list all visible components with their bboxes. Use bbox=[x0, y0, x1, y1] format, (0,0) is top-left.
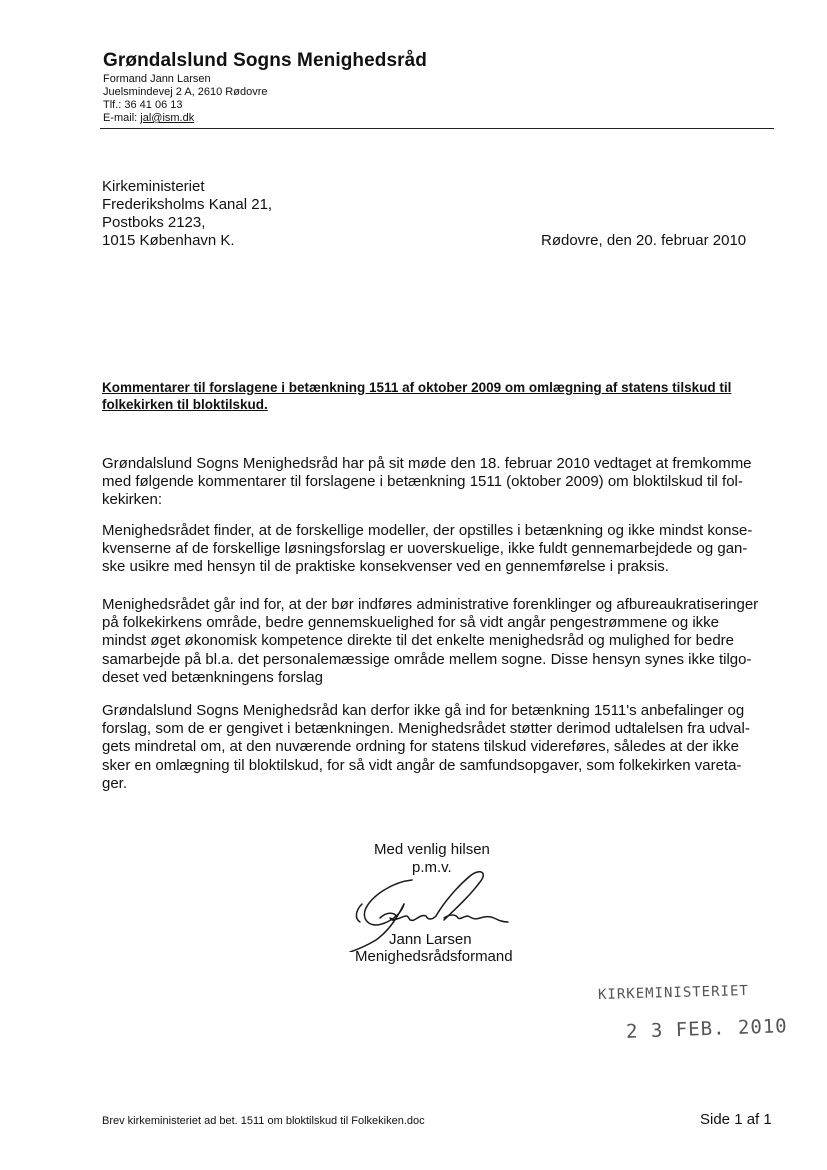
text-line: Menighedsrådet finder, at de forskellige modeller, der opstilles i betænkning og ikke mindst konse- bbox=[102, 522, 753, 539]
text-line: Grøndalslund Sogns Menighedsråd kan derfor ikke gå ind for betænkning 1511's anbefalinger og bbox=[102, 702, 745, 719]
text-line: ske usikre med hensyn til de praktiske konsekvenser ved en gennemførelse i praksis. bbox=[102, 558, 669, 576]
text-line: ger. bbox=[102, 774, 128, 792]
email-line bbox=[103, 112, 194, 125]
email-label: E-mail: bbox=[103, 112, 141, 124]
text-line: gets mindretal om, at den nuværende ordning for statens tilskud videreføres, således at der ikke bbox=[102, 738, 739, 756]
text-line: mindst øget økonomisk kompetence direkte til det enkelte menighedsråd og mulighed for bedre bbox=[102, 632, 734, 650]
recipient-line-3: Postboks 2123, bbox=[102, 214, 206, 231]
text-line: med følgende kommentarer til forslagene i betænkning 1511 (oktober 2009) om bloktilskud til fol- bbox=[102, 473, 743, 491]
footer-page-number: Side 1 af 1 bbox=[700, 1111, 772, 1128]
body-paragraph-2 bbox=[102, 522, 764, 577]
text-line: kvenserne af de forskellige løsningsforslag er uoverskuelige, ikke fuldt gennemarbejdede og gan- bbox=[102, 540, 748, 558]
received-stamp-org: KIRKEMINISTERIET bbox=[597, 983, 750, 1003]
recipient-line-2: Frederiksholms Kanal 21, bbox=[102, 196, 273, 213]
signer-title: Menighedsrådsformand bbox=[355, 948, 513, 965]
signer-name: Jann Larsen bbox=[389, 931, 472, 948]
recipient-line-1: Kirkeministeriet bbox=[102, 178, 205, 195]
text-line: Menighedsrådet går ind for, at der bør indføres administrative forenklinger og afbureaukratiseringer bbox=[102, 596, 759, 613]
received-stamp-date: 2 3 FEB. 2010 bbox=[625, 1015, 789, 1043]
text-line: Grøndalslund Sogns Menighedsråd har på sit møde den 18. februar 2010 vedtaget at fremkomme bbox=[102, 455, 752, 472]
organization-name: Grøndalslund Sogns Menighedsråd bbox=[103, 50, 428, 71]
chair-line: Formand Jann Larsen bbox=[103, 73, 211, 85]
phone-line: Tlf.: 36 41 06 13 bbox=[103, 99, 183, 111]
address-line: Juelsmindevej 2 A, 2610 Rødovre bbox=[103, 86, 268, 98]
text-line: på folkekirkens område, bedre gennemskuelighed for så vidt angår pengestrømmene og ikke bbox=[102, 614, 720, 632]
recipient-line-4: 1015 København K. bbox=[102, 232, 235, 249]
body-paragraph-3 bbox=[102, 596, 764, 687]
subject-heading: Kommentarer til forslagene i betænkning 1511 af oktober 2009 om omlægning af statens tilskud til folkekirken til bloktilskud. bbox=[102, 380, 732, 412]
text-line: sker en omlægning til bloktilskud, for så vidt angår de samfundsopgaver, som folkekirken vareta- bbox=[102, 756, 742, 774]
date-line: Rødovre, den 20. februar 2010 bbox=[541, 232, 747, 249]
closing-pmv: p.m.v. bbox=[412, 859, 452, 876]
header-divider bbox=[100, 128, 774, 129]
body-paragraph-1 bbox=[102, 455, 764, 510]
email-link[interactable]: jal@ism.dk bbox=[140, 112, 195, 124]
text-line: kekirken: bbox=[102, 491, 163, 509]
body-paragraph-4 bbox=[102, 702, 764, 793]
closing-greeting: Med venlig hilsen bbox=[374, 841, 490, 858]
text-line: samarbejde på bl.a. det personalemæssige område mellem sogne. Disse hensyn synes ikke tilgo- bbox=[102, 650, 752, 668]
text-line: deset ved betænkningens forslag bbox=[102, 668, 323, 686]
text-line: forslag, som de er gengivet i betænkningen. Menighedsrådet støtter derimod udtalelsen fra udval- bbox=[102, 720, 750, 738]
footer-filename: Brev kirkeministeriet ad bet. 1511 om bloktilskud til Folkekiken.doc bbox=[102, 1115, 425, 1127]
